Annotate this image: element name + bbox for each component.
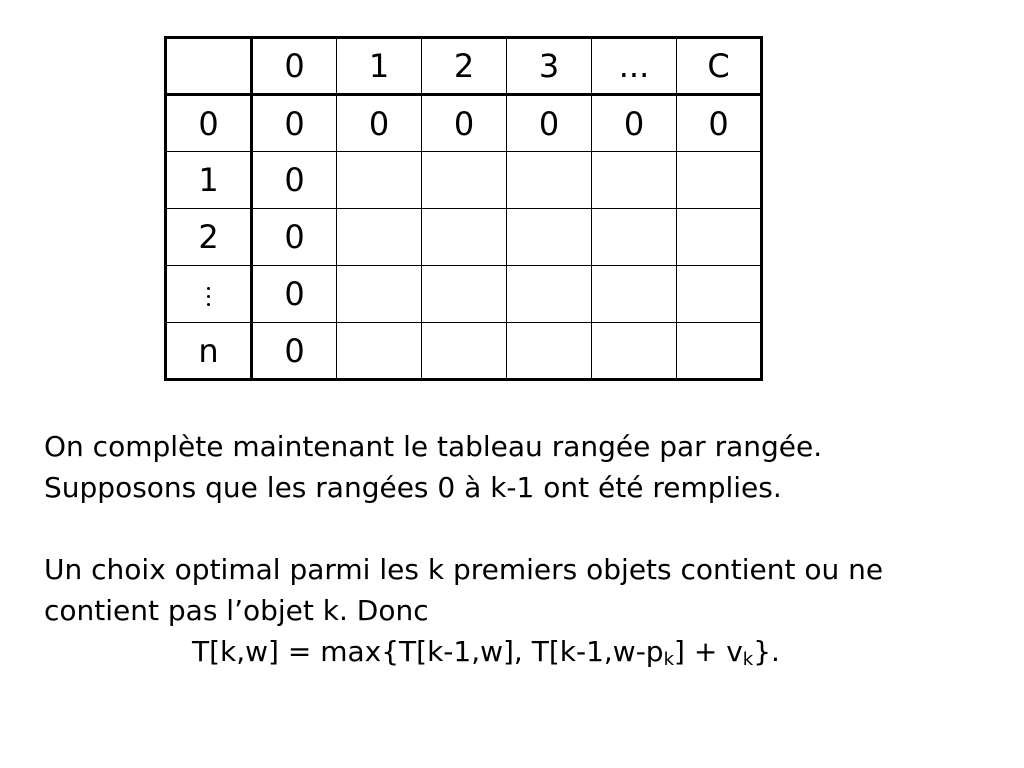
table-cell (592, 152, 677, 209)
table-cell (337, 152, 422, 209)
table-cell (507, 323, 592, 380)
vertical-ellipsis-icon (207, 287, 210, 306)
table-cell: 0 (252, 323, 337, 380)
table-row (166, 209, 762, 266)
paragraph-gap (44, 508, 1004, 549)
table-cell (337, 323, 422, 380)
table-cell: 0 (252, 266, 337, 323)
table-cell: 0 (592, 95, 677, 152)
table-cell (422, 152, 507, 209)
formula-part-3: }. (753, 635, 780, 668)
table-cell (592, 323, 677, 380)
table-cell (507, 266, 592, 323)
text-line-2: Supposons que les rangées 0 à k-1 ont été remplies. (44, 471, 782, 504)
column-header-cell: C (677, 38, 762, 95)
table-row (166, 323, 762, 380)
table-cell: 0 (507, 95, 592, 152)
row-header-cell (166, 266, 252, 323)
dp-table (164, 36, 763, 381)
table-row (166, 266, 762, 323)
formula-subscript-1: k (663, 649, 675, 670)
row-header-cell: n (166, 323, 252, 380)
table-row (166, 95, 762, 152)
table-cell (422, 266, 507, 323)
table-cell (677, 323, 762, 380)
explanation-text (44, 426, 1004, 672)
table-cell: 0 (677, 95, 762, 152)
table-cell (337, 209, 422, 266)
text-line-1: On complète maintenant le tableau rangée par rangée. (44, 430, 823, 463)
text-line-3: Un choix optimal parmi les k premiers objets contient ou ne (44, 553, 884, 586)
table-cell (677, 209, 762, 266)
table-cell (592, 266, 677, 323)
table-cell (337, 266, 422, 323)
dp-table-body (166, 38, 762, 380)
column-header-cell: 0 (252, 38, 337, 95)
column-header-cell: ... (592, 38, 677, 95)
row-header-cell: 1 (166, 152, 252, 209)
text-line-4: contient pas l’objet k. Donc (44, 594, 429, 627)
column-header-cell: 2 (422, 38, 507, 95)
formula-subscript-2: k (742, 649, 754, 670)
table-cell: 0 (252, 152, 337, 209)
column-header-cell: 1 (337, 38, 422, 95)
table-cell: 0 (337, 95, 422, 152)
formula-part-2: ] + v (674, 635, 743, 668)
table-cell: 0 (422, 95, 507, 152)
table-cell (507, 209, 592, 266)
row-header-cell: 0 (166, 95, 252, 152)
table-cell (677, 266, 762, 323)
table-row (166, 152, 762, 209)
table-cell: 0 (252, 95, 337, 152)
formula-part-1: T[k,w] = max{T[k-1,w], T[k-1,w-p (192, 635, 664, 668)
table-cell (507, 152, 592, 209)
table-header-row (166, 38, 762, 95)
table-cell (592, 209, 677, 266)
table-cell (422, 323, 507, 380)
table-cell (422, 209, 507, 266)
table-cell: 0 (252, 209, 337, 266)
recurrence-formula (44, 631, 1004, 672)
table-corner-cell (166, 38, 252, 95)
column-header-cell: 3 (507, 38, 592, 95)
row-header-cell: 2 (166, 209, 252, 266)
table-cell (677, 152, 762, 209)
